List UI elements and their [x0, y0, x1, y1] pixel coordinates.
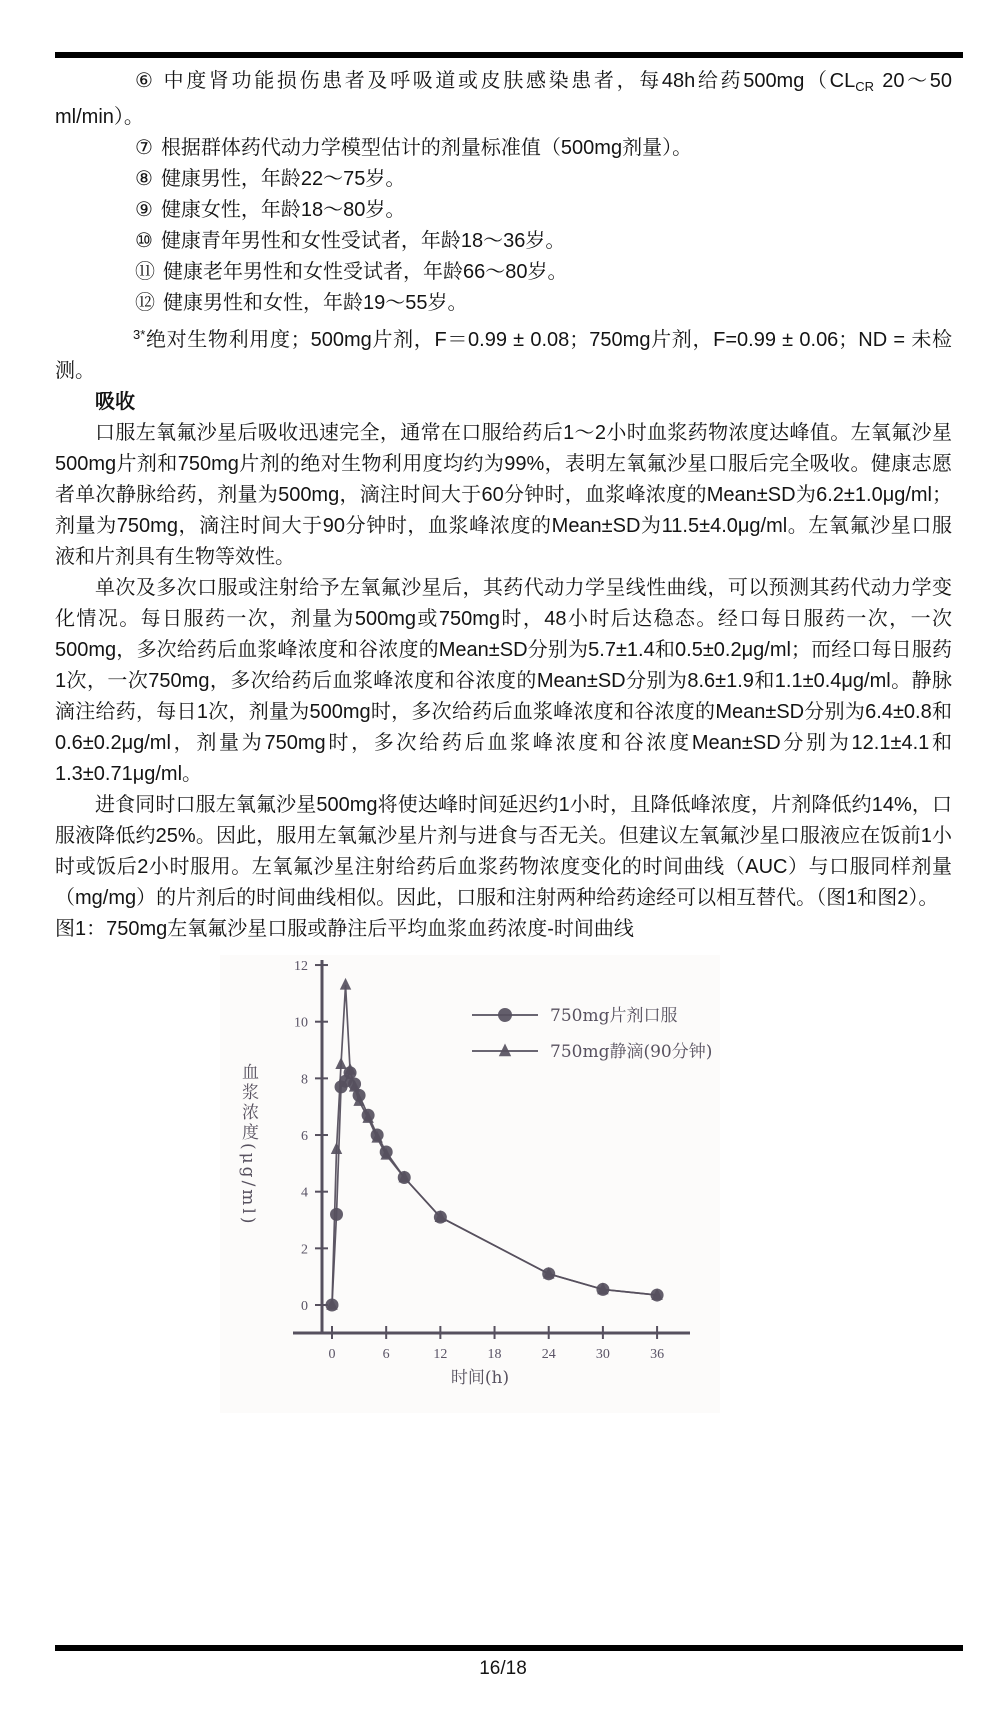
x-tick-label: 24 — [541, 1347, 556, 1362]
footnote-superscript: 3* — [133, 327, 146, 342]
paragraph-absorption-2: 单次及多次口服或注射给予左氧氟沙星后，其药代动力学呈线性曲线，可以预测其药代动力学变化情况。每日服药一次，剂量为500mg或750mg时，48小时后达稳态。经口每日服药一次，一次500mg，多次给药后血浆峰浓度和谷浓度的Mean±SD分别为5.7±1.4和0.5±0.2μg/ml；而经口每日服药1次，一次750mg，多次给药后血浆峰浓度和谷浓度的Mean±SD分别为8.6±1.9和1.1±0.4μg/ml。静脉滴注给药，每日1次，剂量为500mg时，多次给药后血浆峰浓度和谷浓度的Mean±SD分别为6.4±0.8和0.6±0.2μg/ml，剂量为750mg时，多次给药后血浆峰浓度和谷浓度Mean±SD分别为12.1±4.1和1.3±0.71μg/ml。 — [55, 577, 952, 785]
y-tick-label: 2 — [301, 1242, 308, 1258]
y-tick-label: 12 — [294, 959, 308, 975]
data-point-triangle — [331, 1142, 342, 1154]
x-tick-label: 36 — [650, 1347, 665, 1362]
series-line — [332, 985, 657, 1305]
list-marker: ⑨ — [135, 199, 153, 221]
data-point-triangle — [335, 1057, 346, 1069]
figure-1 — [220, 955, 720, 1413]
list-item-8 — [55, 164, 952, 195]
page-content — [55, 66, 952, 1413]
list-item-text: 健康女性，年龄18～80岁。 — [160, 199, 406, 221]
footnote — [55, 319, 952, 387]
data-point-triangle — [340, 978, 351, 990]
data-point-circle — [330, 1208, 343, 1221]
list-item-text: 20～50 — [874, 70, 952, 92]
x-tick-label: 0 — [328, 1347, 336, 1362]
list-marker: ⑫ — [135, 292, 155, 314]
list-item-text: 根据群体药代动力学模型估计的剂量标准值（500mg剂量）。 — [160, 137, 693, 159]
x-tick-label: 12 — [433, 1347, 448, 1362]
footer-rule — [55, 1645, 963, 1651]
list-item-6 — [55, 66, 952, 133]
list-marker: ⑪ — [135, 261, 155, 283]
y-axis-label: 血浆浓度(μg/ml) — [238, 1063, 258, 1227]
figure-caption: 图1：750mg左氧氟沙星口服或静注后平均血浆血药浓度-时间曲线 — [55, 918, 634, 940]
series-line — [332, 1073, 657, 1305]
list-marker: ⑥ — [135, 70, 156, 92]
y-tick-label: 6 — [301, 1129, 308, 1145]
list-item-12 — [55, 288, 952, 319]
list-marker: ⑩ — [135, 230, 153, 252]
list-marker: ⑦ — [135, 137, 153, 159]
list-item-11 — [55, 257, 952, 288]
data-point-triangle — [499, 1044, 511, 1057]
paragraph-absorption-1: 口服左氧氟沙星后吸收迅速完全，通常在口服给药后1～2小时血浆药物浓度达峰值。左氧氟沙星500mg片剂和750mg片剂的绝对生物利用度均约为99%，表明左氧氟沙星口服后完全吸收。健康志愿者单次静脉给药，剂量为500mg，滴注时间大于60分钟时，血浆峰浓度的Mean±SD为6.2±1.0μg/ml；剂量为750mg，滴注时间大于90分钟时，血浆峰浓度的Mean±SD为11.5±4.0μg/ml。左氧氟沙星口服液和片剂具有生物等效性。 — [55, 422, 952, 568]
legend-label: 750mg片剂口服 — [550, 1006, 678, 1026]
list-item-text: 中度肾功能损伤患者及呼吸道或皮肤感染患者，每48h给药500mg（CL — [163, 70, 856, 92]
list-item-10 — [55, 226, 952, 257]
x-tick-label: 18 — [487, 1347, 502, 1362]
list-item-9 — [55, 195, 952, 226]
y-tick-label: 8 — [301, 1072, 308, 1088]
x-tick-label: 6 — [382, 1347, 390, 1362]
x-tick-label: 30 — [595, 1347, 610, 1362]
page-number: 16/18 — [479, 1658, 527, 1679]
list-item-text: 健康老年男性和女性受试者，年龄66～80岁。 — [163, 261, 568, 283]
list-item-text: ml/min）。 — [55, 106, 144, 128]
data-point-circle — [498, 1008, 512, 1022]
footnote-text: 未检测。 — [55, 329, 952, 382]
y-tick-label: 0 — [301, 1299, 308, 1314]
footnote-text: 绝对生物利用度；500mg片剂，F＝0.99 ± 0.08；750mg片剂，F=0.99 ± 0.06；ND = — [145, 329, 912, 351]
y-tick-label: 4 — [301, 1185, 308, 1201]
concentration-time-chart — [220, 955, 720, 1413]
section-heading: 吸收 — [95, 391, 135, 413]
top-rule — [55, 52, 963, 58]
legend-label: 750mg静滴(90分钟) — [550, 1042, 713, 1062]
list-item-text: 健康男性和女性，年龄19～55岁。 — [163, 292, 468, 314]
x-axis-label: 时间(h) — [450, 1368, 510, 1388]
subscript-clcr: CR — [855, 79, 874, 94]
list-item-text: 健康青年男性和女性受试者，年龄18～36岁。 — [160, 230, 566, 252]
list-marker: ⑧ — [135, 168, 153, 190]
list-item-7 — [55, 133, 952, 164]
list-item-text: 健康男性，年龄22～75岁。 — [160, 168, 406, 190]
y-tick-label: 10 — [294, 1015, 308, 1031]
paragraph-absorption-3: 进食同时口服左氧氟沙星500mg将使达峰时间延迟约1小时，且降低峰浓度，片剂降低约14%，口服液降低约25%。因此，服用左氧氟沙星片剂与进食与否无关。但建议左氧氟沙星口服液应在饭前1小时或饭后2小时服用。左氧氟沙星注射给药后血浆药物浓度变化的时间曲线（AUC）与口服同样剂量（mg/mg）的片剂后的时间曲线相似。因此，口服和注射两种给药途经可以相互替代。（图1和图2）。 — [55, 794, 952, 909]
